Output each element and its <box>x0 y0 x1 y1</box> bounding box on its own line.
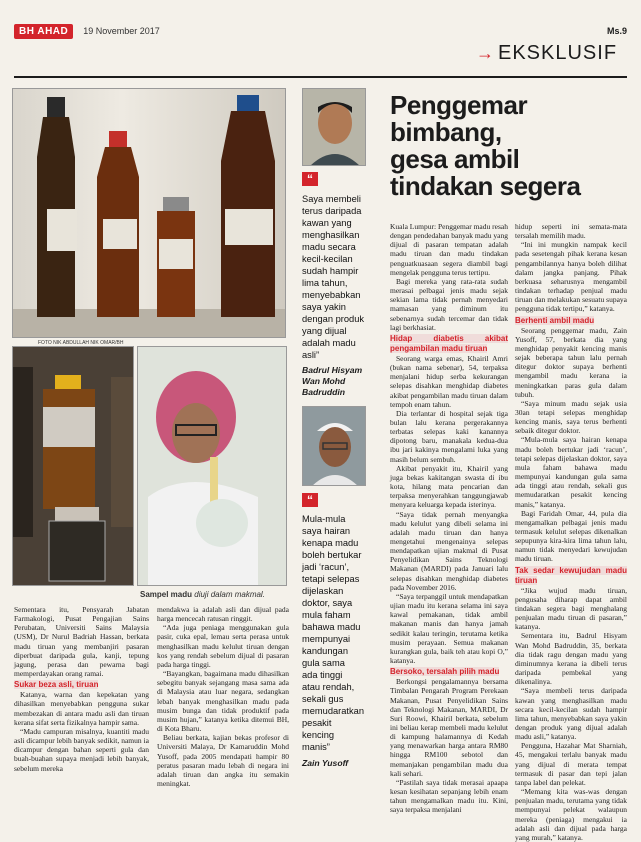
bottom-left-column-2 <box>157 605 289 788</box>
section-name: EKSKLUSIF <box>498 41 618 64</box>
subheading <box>14 680 149 690</box>
header-rule <box>14 76 627 78</box>
paragraph: Dia terlantar di hospital sejak tiga bulan lalu kerana pergerakannya terbatas selepas kaki kanannya dipotong baru, manakala kedua-dua ibu jari kakinya mengalami luka yang masih belum sembuh. <box>390 408 508 464</box>
honey-jars-illustration <box>13 347 134 586</box>
quote-line: asli” <box>302 350 320 360</box>
paragraph: “Memang kita was-was dengan penjualan madu, terutama yang tidak mempunyai pelekat walaupun mereka (peniaga) mengakui ia adalah asli dan dijual pada harga yang murah,” katanya. <box>515 787 627 842</box>
quote-line: kenapa madu <box>302 538 359 548</box>
man-portrait-illustration <box>303 89 366 166</box>
headline-line: bimbang, <box>390 117 502 147</box>
paragraph: mendakwa ia adalah asli dan dijual pada harga mencecah ratusan ringgit. <box>157 605 289 624</box>
paragraph: “Pastilah saya tidak merasai apaapa kesan kesihatan sepanjang lebih enam tahun mengamalkan madu itu. Kini, saya terpaksa menjalani <box>390 777 508 815</box>
quote-line: tetapi selepas <box>302 574 360 584</box>
quote-line: bahawa madu <box>302 622 361 632</box>
subheading-text: Sukar beza asli, tiruan <box>14 680 99 690</box>
paragraph: Sementara itu, Badrul Hisyam Wan Mohd Badruddin, 35, berkata dia tidak ragu dengan madu yang diminumnya kerana ia dibeli terus daripada pembekal yang dikenalinya. <box>515 631 627 687</box>
quote-line: menghasilkan <box>302 230 360 240</box>
quote-line: lima tahun, <box>302 278 348 288</box>
quote-line: sudah hampir <box>302 266 359 276</box>
quote-line: yang dijual <box>302 326 347 336</box>
subheading <box>515 566 627 586</box>
quote-line: Mula-mula <box>302 514 346 524</box>
headline-line: gesa ambil <box>390 144 520 174</box>
headline-line: tindakan segera <box>390 171 581 201</box>
paragraph: “Madu campuran misalnya, kuantiti madu asli dicampur lebih banyak sedikit, namun ia dicampur dengan bahan seperti gula dan buah-buahan supaya menjadi lebih banyak, sebelum mereka <box>14 726 149 773</box>
article-column-2 <box>515 222 627 842</box>
paragraph: Pengguna, Hazahar Mat Sharniah, 45, mengakui terlalu banyak madu yang dijual di merata tempat termasuk di pasar dan tepi jalan tanpa label dan pelekat. <box>515 741 627 787</box>
subheading-text: Berhenti ambil madu <box>515 315 595 325</box>
quote-line: jadi ‘racun’, <box>302 562 350 572</box>
headline <box>390 92 626 200</box>
honey-bottles-photo <box>12 88 286 338</box>
quote-line: kencing <box>302 730 335 740</box>
quote-line: kawan yang <box>302 218 352 228</box>
photo-credit: FOTO NIK ABDULLAH NIK OMAR/BH <box>38 340 124 346</box>
honey-jars-photo <box>12 346 134 586</box>
quote-line: terus daripada <box>302 206 362 216</box>
quote-2-attribution <box>302 758 382 769</box>
bottom-left-column-1 <box>14 605 149 773</box>
quote-line: kecil-kecilan <box>302 254 353 264</box>
quote-line: Saya membeli <box>302 194 361 204</box>
newspaper-logo: BH AHAD <box>14 24 73 39</box>
paragraph: Bagi Faridah Omar, 44, pula dia mengamalkan pelbagai jenis madu termasuk kelulut selepas dikenalkan sepupunya kira-kira lima tahun lalu, namun tidak menyedari kewujudan madu tiruan. <box>515 508 627 564</box>
attribution-line: Wan Mohd <box>302 376 346 386</box>
quote-1-attribution <box>302 365 382 398</box>
attribution-line: Badrul Hisyam <box>302 365 363 375</box>
caption-rest: diuji dalam makmal. <box>192 590 265 599</box>
quote-line: saya yakin <box>302 302 346 312</box>
subheading <box>515 316 627 326</box>
pull-quote-2 <box>302 513 382 753</box>
quote-line: madu secara <box>302 242 356 252</box>
quote-line: menyebabkan <box>302 290 361 300</box>
quote-line: gula sama <box>302 658 345 668</box>
paragraph: “Saya membeli terus daripada kawan yang menghasilkan madu secara kecil-kecilan sudah hampir lima tahun, menyebabkan saya yakin dengan produk yang dijual adalah madu asli,” katanya. <box>515 686 627 742</box>
quote-mark-icon: “ <box>302 172 318 186</box>
quote-line: boleh bertukar <box>302 550 362 560</box>
paragraph: Bagi mereka yang rata-rata sudah merasai pelbagai jenis madu sejak sekian lama tidak pernah menyedari mamasan yang diminum itu sebenarnya sudah tercemar dan tidak lagi berkhasiat. <box>390 276 508 332</box>
paragraph: Beliau berkata, kajian bekas profesor di Universiti Malaya, Dr Kamaruddin Mohd Yusoff, pada 2005 mendapati hampir 80 peratus pasaran madu lebah di negara ini adalah tiruan dan angka itu semakin meningkat. <box>157 733 289 788</box>
lab-worker-illustration <box>138 347 287 586</box>
quote-line: memudaratkan <box>302 706 365 716</box>
paragraph: Kuala Lumpur: Penggemar madu resah dengan pendedahan banyak madu yang dijual di pasaran tempatan adalah madu tiruan dan madu tindakan penguatkuasaan segera diambil bagi mengelak pengguna terus tertipu. <box>390 222 508 277</box>
quote-line: mula faham <box>302 610 351 620</box>
paragraph: “Ini ini mungkin nampak kecil pada sesetengah pihak kerana kesan pengambilannya hanya boleh dilihat dalam jangka panjang. Pihak berkuasa seharusnya mengambil tindakan terhadap penjual madu tiruan dan melakukan sesuatu supaya pengguna tidak tertipu,” katanya. <box>515 240 627 314</box>
article-column-1 <box>390 222 508 815</box>
section-label <box>476 40 626 66</box>
caption-bold: Sampel madu <box>140 590 193 599</box>
quote-line: atau rendah, <box>302 682 355 692</box>
subheading <box>390 667 508 677</box>
paragraph: Katanya, warna dan kepekatan yang dihasilkan menyebabkan pengguna sukar membezakan di antara madu asli dan tiruan kerana sifat serta fizikalnya hampir sama. <box>14 690 149 727</box>
quote-line: sekali gus <box>302 694 344 704</box>
quote-mark-icon: “ <box>302 493 318 507</box>
paragraph: “Bayangkan, bagaimana madu dihasilkan sebegitu banyak sejangang masa sama ada di Malaysia atau luar negara, sedangkan lebah banyak menghasilkan madu pada musim bunga dan tidak produktif pada musim hujan,” katanya ketika ditemui BH, di Kota Bharu. <box>157 669 289 734</box>
portrait-badrul <box>302 88 366 166</box>
paragraph: “Saya terpanggil untuk mendapatkan ujian madu itu kerana selama ini saya kawal pemakanan, tidak ambil makanan manis dan hanya jamah sedikit kalau teringin, terutama ketika musim perayaan. Semua makanan kurangkan gula, baik teh atau kopi O,” katanya. <box>390 591 508 666</box>
quote-line: dijelaskan <box>302 586 344 596</box>
paragraph: “Saya minum madu sejak usia 30an tetapi selepas menghidap kencing manis, saya terus berhenti sebaik ditegur doktor. <box>515 398 627 436</box>
paragraph: Seorang penggemar madu, Zain Yusoff, 57, berkata dia yang menghidap penyakit kencing manis sejak beberapa tahun lalu pernah ditegur doktor supaya berhenti mengambil madu kerana ia meningkatkan paras gula dalam tubuh. <box>515 325 627 399</box>
subheading-text: Bersoko, tersalah pilih madu <box>390 667 500 677</box>
quote-line: pesakit <box>302 718 332 728</box>
man-with-cap-illustration <box>303 407 366 486</box>
lab-sample-photo <box>137 346 287 586</box>
headline-line: Penggemar <box>390 90 528 120</box>
quote-line: kandungan <box>302 646 349 656</box>
quote-line: saya hairan <box>302 526 351 536</box>
quote-line: manis” <box>302 742 330 752</box>
paragraph: “Mula-mula saya hairan kenapa madu boleh bertukar jadi ‘racun’, tetapi selepas dijelaskan doktor, saya mula faham bahawa madu mempunyai kandungan gula sama ada tinggi atau rendah, sekali gus memudaratkan pesakit kencing manis,” katanya. <box>515 435 627 509</box>
paragraph: hidup seperti ini semata-mata tersalah memilih madu. <box>515 222 627 241</box>
subheading-text: Tak sedar kewujudan madu tiruan <box>515 565 627 585</box>
paragraph: Akibat penyakit itu, Khairil yang juga bekas kakitangan swasta di ibu kota, hilang mata pencarian dan terpaksa menyerahkan tanggungjawab menyara keluarga kepada isterinya. <box>390 463 508 510</box>
honey-bottles-illustration <box>13 89 286 338</box>
paragraph: “Ada juga peniaga menggunakan gula pasir, cuka epal, lemau serta perasa untuk menghasilkan madu kelulut tiruan dengan kos yang rendah sebelum dijual di pasaran pada harga tinggi. <box>157 623 289 669</box>
pull-quote-1 <box>302 193 382 361</box>
arrow-icon: → <box>476 42 494 63</box>
portrait-zain <box>302 406 366 486</box>
attribution-line: Zain Yusoff <box>302 758 349 768</box>
masthead <box>14 20 627 42</box>
paragraph: “Saya tidak pernah menyangka madu kelulut yang dibeli selama ini adalah madu tiruan dan hanya mengetahui mengenainya selepas mendapatkan ujian makmal di Pusat Penyelidikan Sains Teknologi Makanan (MARDI) pada Januari lalu selepas disahkan menghidap diabetes pada November 2016. <box>390 509 508 592</box>
paragraph: Seorang warga emas, Khairil Amri (bukan nama sebenar), 54, terpaksa menjalani hidup serba kekurangan selepas disahkan menghidap diabetes akibat pengambilan madu tiruan dalam tempoh enam tahun. <box>390 353 508 409</box>
quote-line: ada tinggi <box>302 670 343 680</box>
paragraph: “Jika wujud madu tiruan, pengusaha diharap dapat ambil tindakan segera bagi menghalang penjualan madu tiruan di pasaran,” katanya. <box>515 585 627 632</box>
quote-line: mempunyai <box>302 634 351 644</box>
attribution-line: Badruddin <box>302 387 345 397</box>
subheading-text: Hidap diabetis akibat pengambilan madu tiruan <box>390 333 508 353</box>
paragraph: Sementara itu, Pensyarah Jabatan Farmakologi, Pusat Pengajian Sains Perubatan, Universiti Sains Malaysia (USM), Dr Nurul Badriah Hassan, berkata madu tiruan yang membanjiri pasaran diperbuat daripada gula, kanji, tepung jagung, perasa dan pewarna bagi memperdayakan orang ramai. <box>14 605 149 679</box>
subheading <box>390 334 508 354</box>
paragraph: Berkongsi pengalamannya bersama Timbalan Pengarah Program Perekaan Makanan, Pusat Penyelidikan Sains dan Teknologi Makanan, MARDI, Dr Suri Roowi, Khairil berkata, sebelum ini beliau kerap membeli madu kelulut di kampung halamannya di Kedah yang menawarkan harga antara RM80 hingga RM100 sebotol dan memanjakan pengambilan madu dua kali sehari. <box>390 677 508 778</box>
quote-line: adalah madu <box>302 338 356 348</box>
page-number: Ms.9 <box>606 26 627 36</box>
issue-date: 19 November 2017 <box>83 26 160 36</box>
quote-line: doktor, saya <box>302 598 353 608</box>
photo-caption <box>140 590 265 599</box>
quote-line: dengan produk <box>302 314 365 324</box>
